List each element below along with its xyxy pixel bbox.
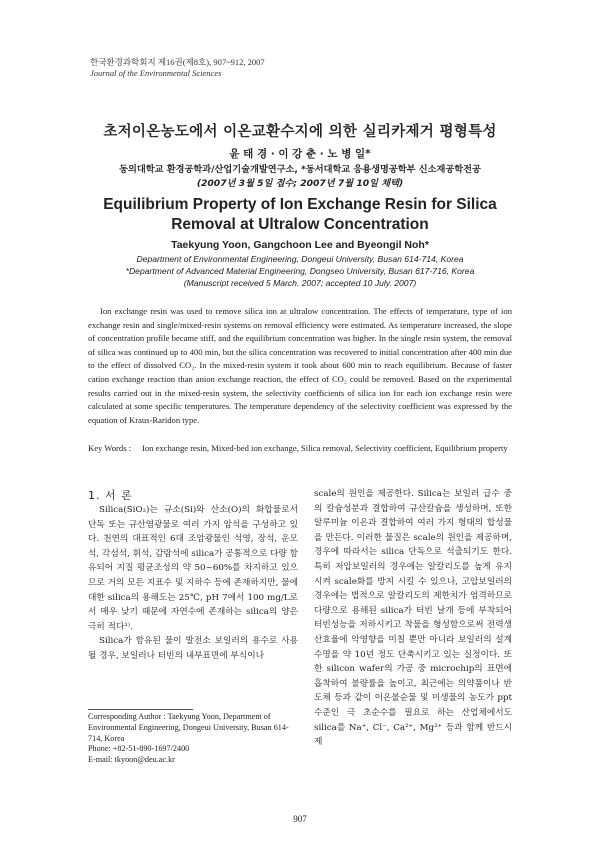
english-title-line1: Equilibrium Property of Ion Exchange Resin for Silica [103,196,497,213]
journal-citation: 한국환경과학회지 제16권(제8호), 907~912, 2007 [90,57,265,67]
body-right-column [314,487,512,750]
footnote-author: Corresponding Author : Taekyung Yoon, Department of Environmental Engineering, Dongeui University, Busan 614-714, Korea [88,712,289,743]
body-paragraph: Silica가 함유된 물이 발전소 보일러의 용수로 사용될 경우, 보일러나 터빈의 내부표면에 부식이나 [88,636,298,661]
body-left-column [88,503,298,664]
keywords [88,442,512,456]
korean-received-date: (2007년 3월 5일 접수; 2007년 7월 10일 채택) [196,178,404,189]
english-affiliation-1: Department of Environmental Engineering, Dongeui University, Busan 614-714, Korea [136,254,464,264]
english-received-date: (Manuscript received 5 March. 2007; accepted 10 July. 2007) [183,278,417,288]
footnote-email: E-mail: tkyoon@deu.ac.kr [88,755,175,765]
korean-title: 초저이온농도에서 이온교환수지에 의한 실리카제거 평형특성 [103,124,497,140]
english-title-line2: Removal at Ultralow Concentration [171,216,429,233]
footnote-divider [88,709,193,710]
body-paragraph: scale의 원인을 제공한다. Silica는 보일러 급수 중의 칼슘성분과 결합하여 규산칼슘을 생성하며, 또한 알루미늄 이온과 결합하여 여러 가지 형태의 합성물을 만든다. 이러한 물질은 scale의 원인을 제공하며, 경우에 따라서는 silica 단독으로 석출되기도 한다. 특히 저압보일러의 경우에는 알칼리도를 높게 유지시켜 scale화를 방지 시킬 수 있으나, 고압보일러의 경우에는 법적으로 알칼리도의 제한치가 엄격하므로 다량으로 용해된 silica가 터빈 날개 등에 부착되어 터빈성능을 저하시키고 착물을 형성함으로써 전력생산효율에 악영향을 미칠 뿐만 아니라 보일러의 설계수명을 약 10년 정도 단축시키고 있는 실정이다. 또한 silicon wafer의 가공 중 microchip의 표면에 흡착하여 불량률을 높이고, 최근에는 의약품이나 반도체 등과 같이 이온불순물 및 미생물의 농도가 ppt 수준인 극 초순수를 필요로 하는 산업체에서도 silica를 Na⁺, Cl⁻, Ca²⁺, Mg²⁺ 등과 함께 반드시 제 [314,489,512,748]
english-affiliation-2: *Department of Advanced Material Engineering, Dongseo University, Busan 617-716, Korea [125,266,475,276]
page-number: 907 [293,814,307,824]
english-authors: Taekyung Yoon, Gangchoon Lee and Byeongil Noh* [171,239,429,251]
keywords-text: Ion exchange resin, Mixed-bed ion exchange, Silica removal, Selectivity coefficient, Equilibrium property [142,443,508,453]
section-heading-introduction: 1. 서 론 [88,489,133,502]
footnote-phone: Phone: +82-51-890-1697/2400 [88,744,190,754]
journal-name: Journal of the Environmental Sciences [90,68,222,78]
corresponding-author-footnote [88,712,298,766]
korean-affiliation: 동의대학교 환경공학과/산업기술개발연구소, *동서대학교 응용생명공학부 신소재공학전공 [119,164,481,175]
abstract: Ion exchange resin was used to remove silica ion at ultralow concentration. The effects of temperature, type of ion exchange resin and single/mixed-resin systems on removal efficiency were estimated. As temperature increased, the slope of concentration profile became stiff, and the equilibrium concentration was higher. In the single resin system, the removal of silica was continued up to 400 min, but the silica concentration was recovered to initial concentration after 400 min due to the effect of dissolved CO₂. In the mixed-resin system it took about 600 min to reach equilibrium. Because of faster cation exchange reaction than anion exchange reaction, the effect of CO₂ could be removed. Based on the experimental results carried out in the mixed-resin system, the selectivity coefficients of silica ion for each ion exchange resin were calculated at some specific temperatures. The temperature dependency of the selectivity coefficient was expressed by the equation of Kraus-Raridon type. [88,306,512,425]
body-paragraph: Silica(SiO₂)는 규소(Si)와 산소(O)의 화합물로서 단독 또는 규산염광물로 여러 가지 암석을 구성하고 있다. 천연의 대표적인 6대 조암광물인 석영, 장석, 운모석, 각섬석, 휘석, 감람석에 silica가 공통적으로 다량 함유되어 지질 평균조성의 약 50~60%를 차지하고 있으므로 거의 모든 지표수 및 지하수 등에 존재하지만, 물에 대한 silica의 용해도는 25℃, pH 7에서 100 mg/L로서 매우 낮기 때문에 자연수에 존재하는 silica의 양은 극히 적다¹⁾. [88,505,298,632]
english-title [0,195,600,235]
keywords-label: Key Words : [88,443,132,453]
korean-authors: 윤 태 경 · 이 강 춘 · 노 병 일* [229,148,371,160]
